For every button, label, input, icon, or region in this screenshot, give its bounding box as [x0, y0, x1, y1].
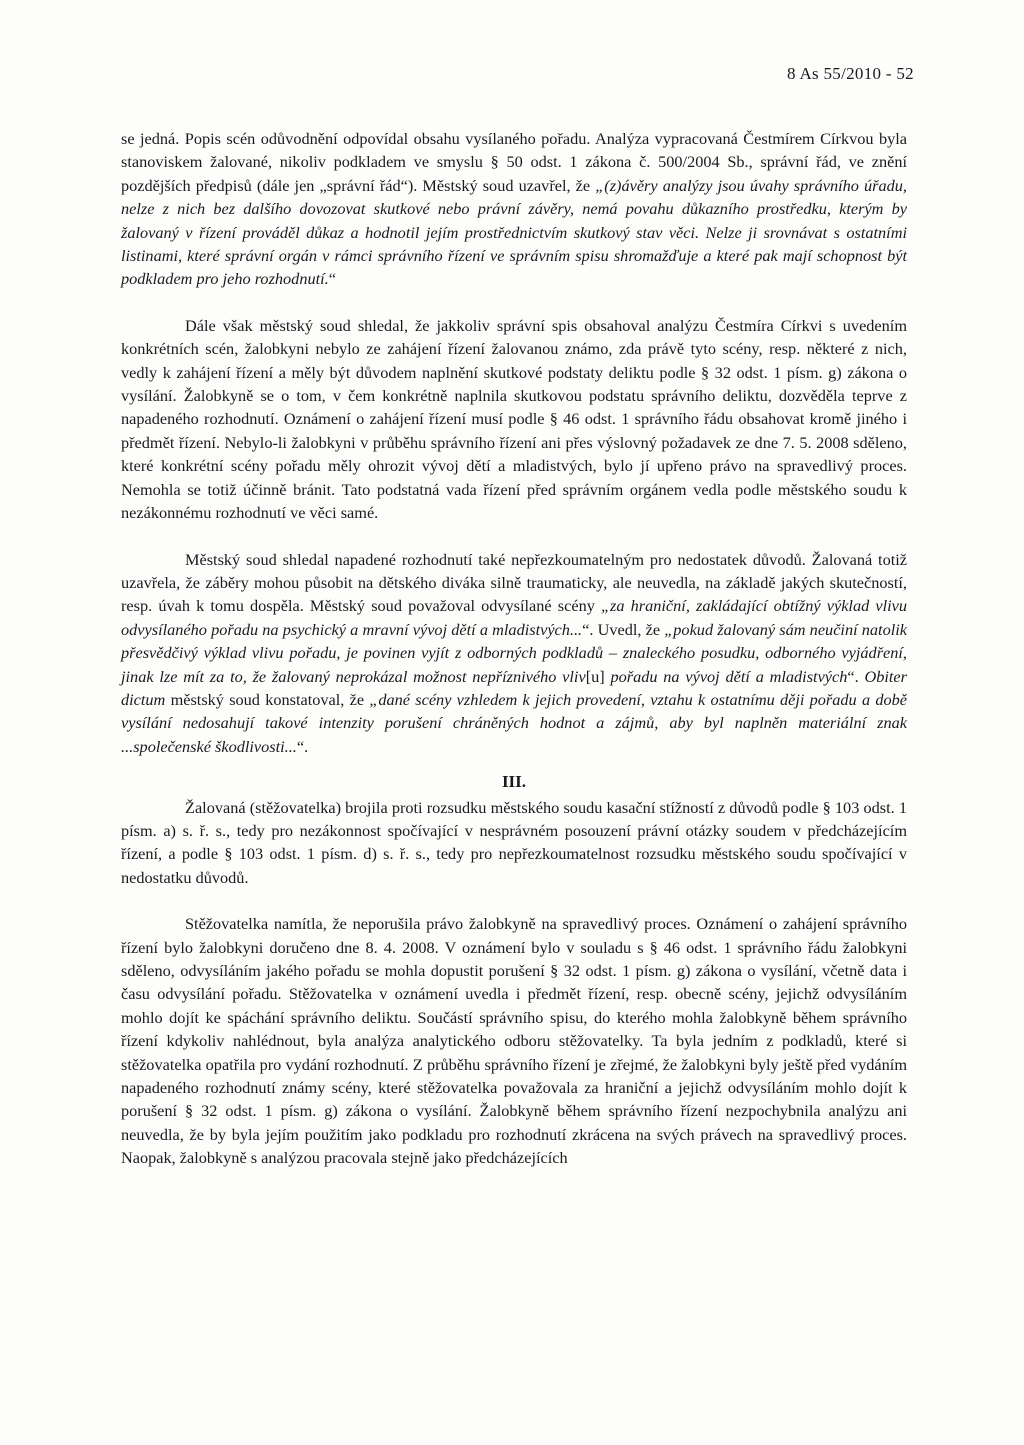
text-segment: se jedná. Popis scén odůvodnění odpovídal obsahu vysílaného pořadu. Analýza vypracovaná Čestmírem Církvou byla stanoviskem žalované, nikoliv podkladem ve smyslu § 50 odst. 1 zákona č. 500/2004 Sb., správní řád, ve znění pozdějších předpisů (dále jen „správní řád“). Městský soud uzavřel, že — [121, 129, 907, 195]
text-segment: Městský soud shledal napadené rozhodnutí také nepřezkoumatelným pro nedostatek důvodů. Žalovaná totiž uzavřela, že záběry mohou působit na dětského diváka silně traumaticky, ale neuvedla, na základě jakých skutečností, resp. úvah k tomu dospěla. Městský soud považoval odvysílané scény — [121, 549, 907, 616]
paragraph — [121, 548, 907, 759]
quoted-text: „pokud žalovaný sám neučiní natolik přesvědčivý výklad vlivu pořadu, je povinen vyjít z odborných podkladů – znaleckého posudku, odborného vyjádření, jinak lze mít za to, že žalovaný neprokázal možnost nepříznivého vliv — [121, 619, 907, 686]
paragraph — [121, 127, 907, 291]
quoted-text: „dané scény vzhledem k jejich provedení, vztahu k ostatnímu ději pořadu a době vysílání nedosahují takové intenzity porušení chráněných hodnot a zájmů, aby byl naplněn materiální znak ...společenské škodlivosti... — [121, 689, 907, 756]
quoted-text: „(z)ávěry analýzy jsou úvahy správního úřadu, nelze z nich bez dalšího dovozovat skutkové nebo právní závěry, nemá povahu důkazního prostředku, kterým by žalovaný v řízení prováděl důkaz a hodnotil jejím prostřednictvím skutkový stav věci. Nelze ji srovnávat s ostatními listinami, které správní orgán v rámci správního řízení ve správním spisu shromažďuje a které pak mají schopnost být podkladem pro jeho rozhodnutí. — [121, 175, 908, 289]
text-segment: “. — [296, 736, 309, 756]
text-segment: “. — [847, 666, 865, 686]
case-number: 8 As 55/2010 - 52 — [787, 64, 914, 83]
text-segment: Dále však městský soud shledal, že jakkoliv správní spis obsahoval analýzu Čestmíra Církvi s uvedením konkrétních scén, žalobkyni nebylo ze zahájení řízení žalovanou známo, zda právě tyto scény, resp. některé z nich, vedly k zahájení řízení a měly být důvodem naplnění skutkové podstaty deliktu podle § 32 odst. 1 písm. g) zákona o vysílání. Žalobkyně se o tom, v čem konkrétně naplnila skutkovou podstatu správního deliktu, dozvěděla teprve z napadeného rozhodnutí. Oznámení o zahájení řízení musí podle § 46 odst. 1 správního řádu obsahovat kromě jiného i předmět řízení. Nebylo-li žalobkyni v průběhu správního řízení ani přes výslovný požadavek ze dne 7. 5. 2008 sděleno, které konkrétní scény pořadu měly ohrozit vývoj dětí a mladistvých, bylo jí upřeno právo na spravedlivý proces. Nemohla se totiž účinně bránit. Tato podstatná vada řízení před správním orgánem vedla podle městského soudu k nezákonnému rozhodnutí ve věci samé. — [121, 315, 907, 523]
paragraph — [121, 796, 907, 890]
text-segment: městský soud konstatoval, že — [165, 689, 370, 709]
text-segment: [u] — [585, 666, 611, 686]
text-segment: Stěžovatelka namítla, že neporušila právo žalobkyně na spravedlivý proces. Oznámení o zahájení správního řízení bylo žalobkyni doručeno dne 8. 4. 2008. V oznámení bylo v souladu s § 46 odst. 1 správního řádu žalobkyni sděleno, odvysíláním jakého pořadu se mohla dopustit porušení § 32 odst. 1 písm. g) zákona o vysílání, včetně data i času odvysílání pořadu. Stěžovatelka v oznámení uvedla i předmět řízení, resp. obecně scény, jejichž odvysíláním mohlo dojít ke spáchání správního deliktu. Součástí správního spisu, do kterého mohla žalobkyně během správního řízení kdykoliv nahlédnout, byla analýza analytického odboru stěžovatelky. Ta byla jedním z podkladů, které si stěžovatelka opatřila pro vydání rozhodnutí. Z průběhu správního řízení je zřejmé, že žalobkyni byly ještě před vydáním napadeného rozhodnutí známy scény, které stěžovatelka považovala za hraniční a jejichž odvysíláním mohlo dojít k porušení § 32 odst. 1 písm. g) zákona o vysílání. Žalobkyně během správního řízení nezpochybnila analýzu ani neuvedla, že by byla jejím použitím jako podkladu pro rozhodnutí zkrácena na svých právech na spravedlivý proces. Naopak, žalobkyně s analýzou pracovala stejně jako předcházejících — [121, 914, 907, 1168]
document-body — [121, 127, 907, 1170]
quoted-text: „za hraniční, zakládající obtížný výklad vlivu odvysílaného pořadu na psychický a mravní vývoj dětí a mladistvých... — [121, 596, 907, 639]
quoted-text: pořadu na vývoj dětí a mladistvých — [610, 666, 848, 686]
text-segment: “. Uvedl, že — [582, 619, 665, 639]
paragraph — [121, 314, 907, 525]
text-segment: “ — [328, 269, 336, 289]
section-heading: III. — [501, 772, 527, 792]
paragraph — [121, 912, 907, 1169]
quoted-text: Obiter dictum — [121, 666, 907, 709]
text-segment: Žalovaná (stěžovatelka) brojila proti rozsudku městského soudu kasační stížností z důvodů podle § 103 odst. 1 písm. a) s. ř. s., tedy pro nezákonnost spočívající v nesprávném posouzení právní otázky soudem v předcházejícím řízení, a podle § 103 odst. 1 písm. d) s. ř. s., tedy pro nepřezkoumatelnost rozsudku městského soudu spočívající v nedostatku důvodů. — [121, 797, 907, 887]
